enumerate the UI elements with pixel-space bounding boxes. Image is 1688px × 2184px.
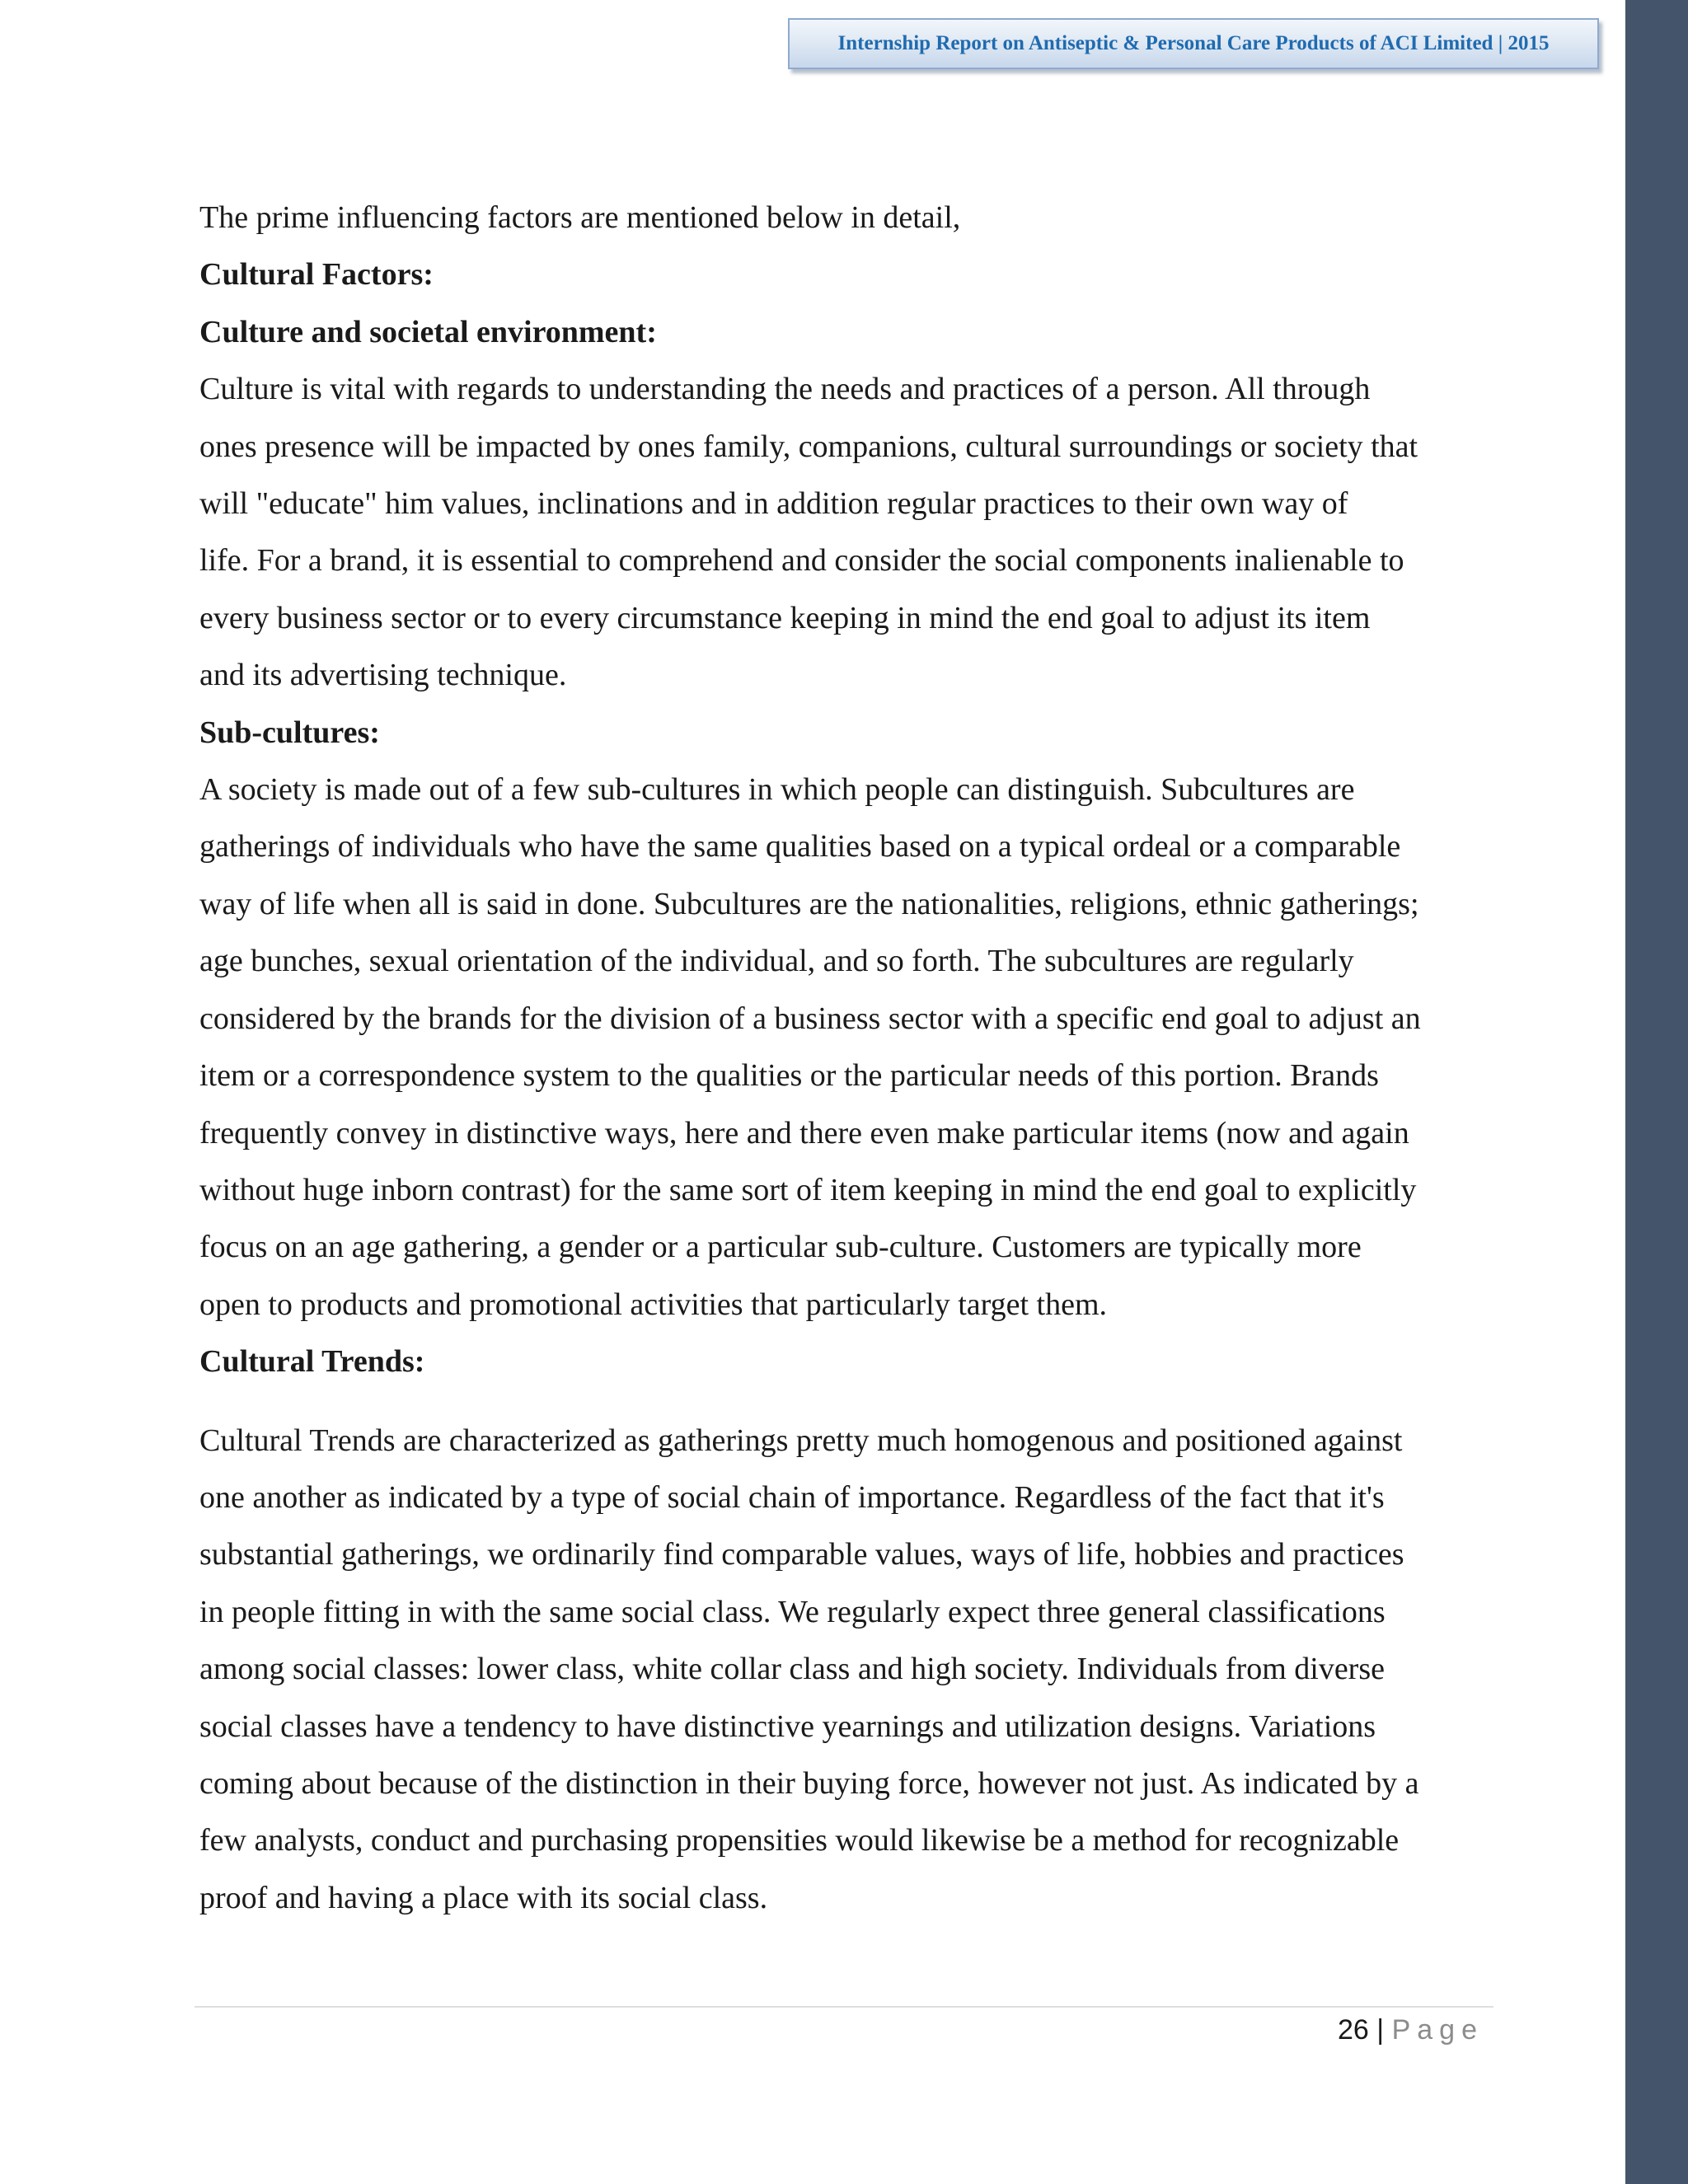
- footer-divider: [195, 2006, 1493, 2008]
- text-line: every business sector or to every circumstance keeping in mind the end goal to adjust its item: [199, 600, 1371, 635]
- intro-paragraph: The prime influencing factors are mentioned below in detail,: [199, 200, 961, 235]
- heading-cultural-factors: Cultural Factors:: [199, 257, 434, 293]
- text-line: Culture is vital with regards to understanding the needs and practices of a person. All through: [199, 372, 1371, 407]
- text-line: and its advertising technique.: [199, 658, 567, 693]
- text-line: one another as indicated by a type of social chain of importance. Regardless of the fact that it's: [199, 1479, 1385, 1515]
- cultural-trends-paragraph: [199, 1413, 1490, 1928]
- text-line: Cultural Trends are characterized as gatherings pretty much homogenous and positioned against: [199, 1422, 1403, 1458]
- text-line: gatherings of individuals who have the same qualities based on a typical ordeal or a comparable: [199, 829, 1401, 865]
- page-separator: |: [1376, 2014, 1385, 2046]
- text-line: way of life when all is said in done. Subcultures are the nationalities, religions, ethnic gatherings;: [199, 886, 1419, 921]
- text-line: proof and having a place with its social class.: [199, 1880, 768, 1915]
- text-line: life. For a brand, it is essential to comprehend and consider the social components inalienable to: [199, 543, 1404, 579]
- page-side-bar: [1625, 0, 1688, 2184]
- text-line: few analysts, conduct and purchasing propensities would likewise be a method for recognizable: [199, 1823, 1400, 1858]
- text-line: A society is made out of a few sub-cultures in which people can distinguish. Subcultures are: [199, 772, 1355, 808]
- page-footer: [989, 2011, 1484, 2049]
- text-line: social classes have a tendency to have distinctive yearnings and utilization designs. Variations: [199, 1708, 1376, 1744]
- text-line: frequently convey in distinctive ways, here and there even make particular items (now and again: [199, 1115, 1409, 1151]
- text-line: substantial gatherings, we ordinarily find comparable values, ways of life, hobbies and practices: [199, 1537, 1404, 1572]
- text-line: focus on an age gathering, a gender or a particular sub-culture. Customers are typically more: [199, 1230, 1362, 1265]
- text-line: open to products and promotional activities that particularly target them.: [199, 1286, 1107, 1322]
- culture-paragraph: [199, 361, 1490, 704]
- running-header: [788, 18, 1599, 69]
- page-label: Page: [1391, 2014, 1484, 2046]
- paragraph-spacer: [199, 1391, 1490, 1413]
- page-body: [199, 190, 1490, 1927]
- text-line: ones presence will be impacted by ones family, companions, cultural surroundings or society that: [199, 429, 1418, 464]
- text-line: considered by the brands for the division of a business sector with a specific end goal to adjust an: [199, 1001, 1421, 1036]
- text-line: coming about because of the distinction in their buying force, however not just. As indicated by a: [199, 1765, 1419, 1801]
- text-line: item or a correspondence system to the qualities or the particular needs of this portion. Brands: [199, 1058, 1379, 1094]
- heading-sub-cultures: Sub-cultures:: [199, 715, 380, 750]
- text-line: age bunches, sexual orientation of the individual, and so forth. The subcultures are regularly: [199, 944, 1354, 979]
- text-line: without huge inborn contrast) for the same sort of item keeping in mind the end goal to explicitly: [199, 1172, 1417, 1207]
- page-number: 26: [1338, 2014, 1369, 2046]
- running-header-title: Internship Report on Antiseptic & Personal Care Products of ACI Limited | 2015: [837, 32, 1550, 54]
- subcultures-paragraph: [199, 762, 1490, 1333]
- text-line: will "educate" him values, inclinations and in addition regular practices to their own way of: [199, 486, 1348, 522]
- text-line: in people fitting in with the same social class. We regularly expect three general classifications: [199, 1594, 1386, 1629]
- text-line: among social classes: lower class, white collar class and high society. Individuals from diverse: [199, 1652, 1385, 1687]
- heading-culture-societal-environment: Culture and societal environment:: [199, 314, 657, 349]
- heading-cultural-trends: Cultural Trends:: [199, 1344, 425, 1380]
